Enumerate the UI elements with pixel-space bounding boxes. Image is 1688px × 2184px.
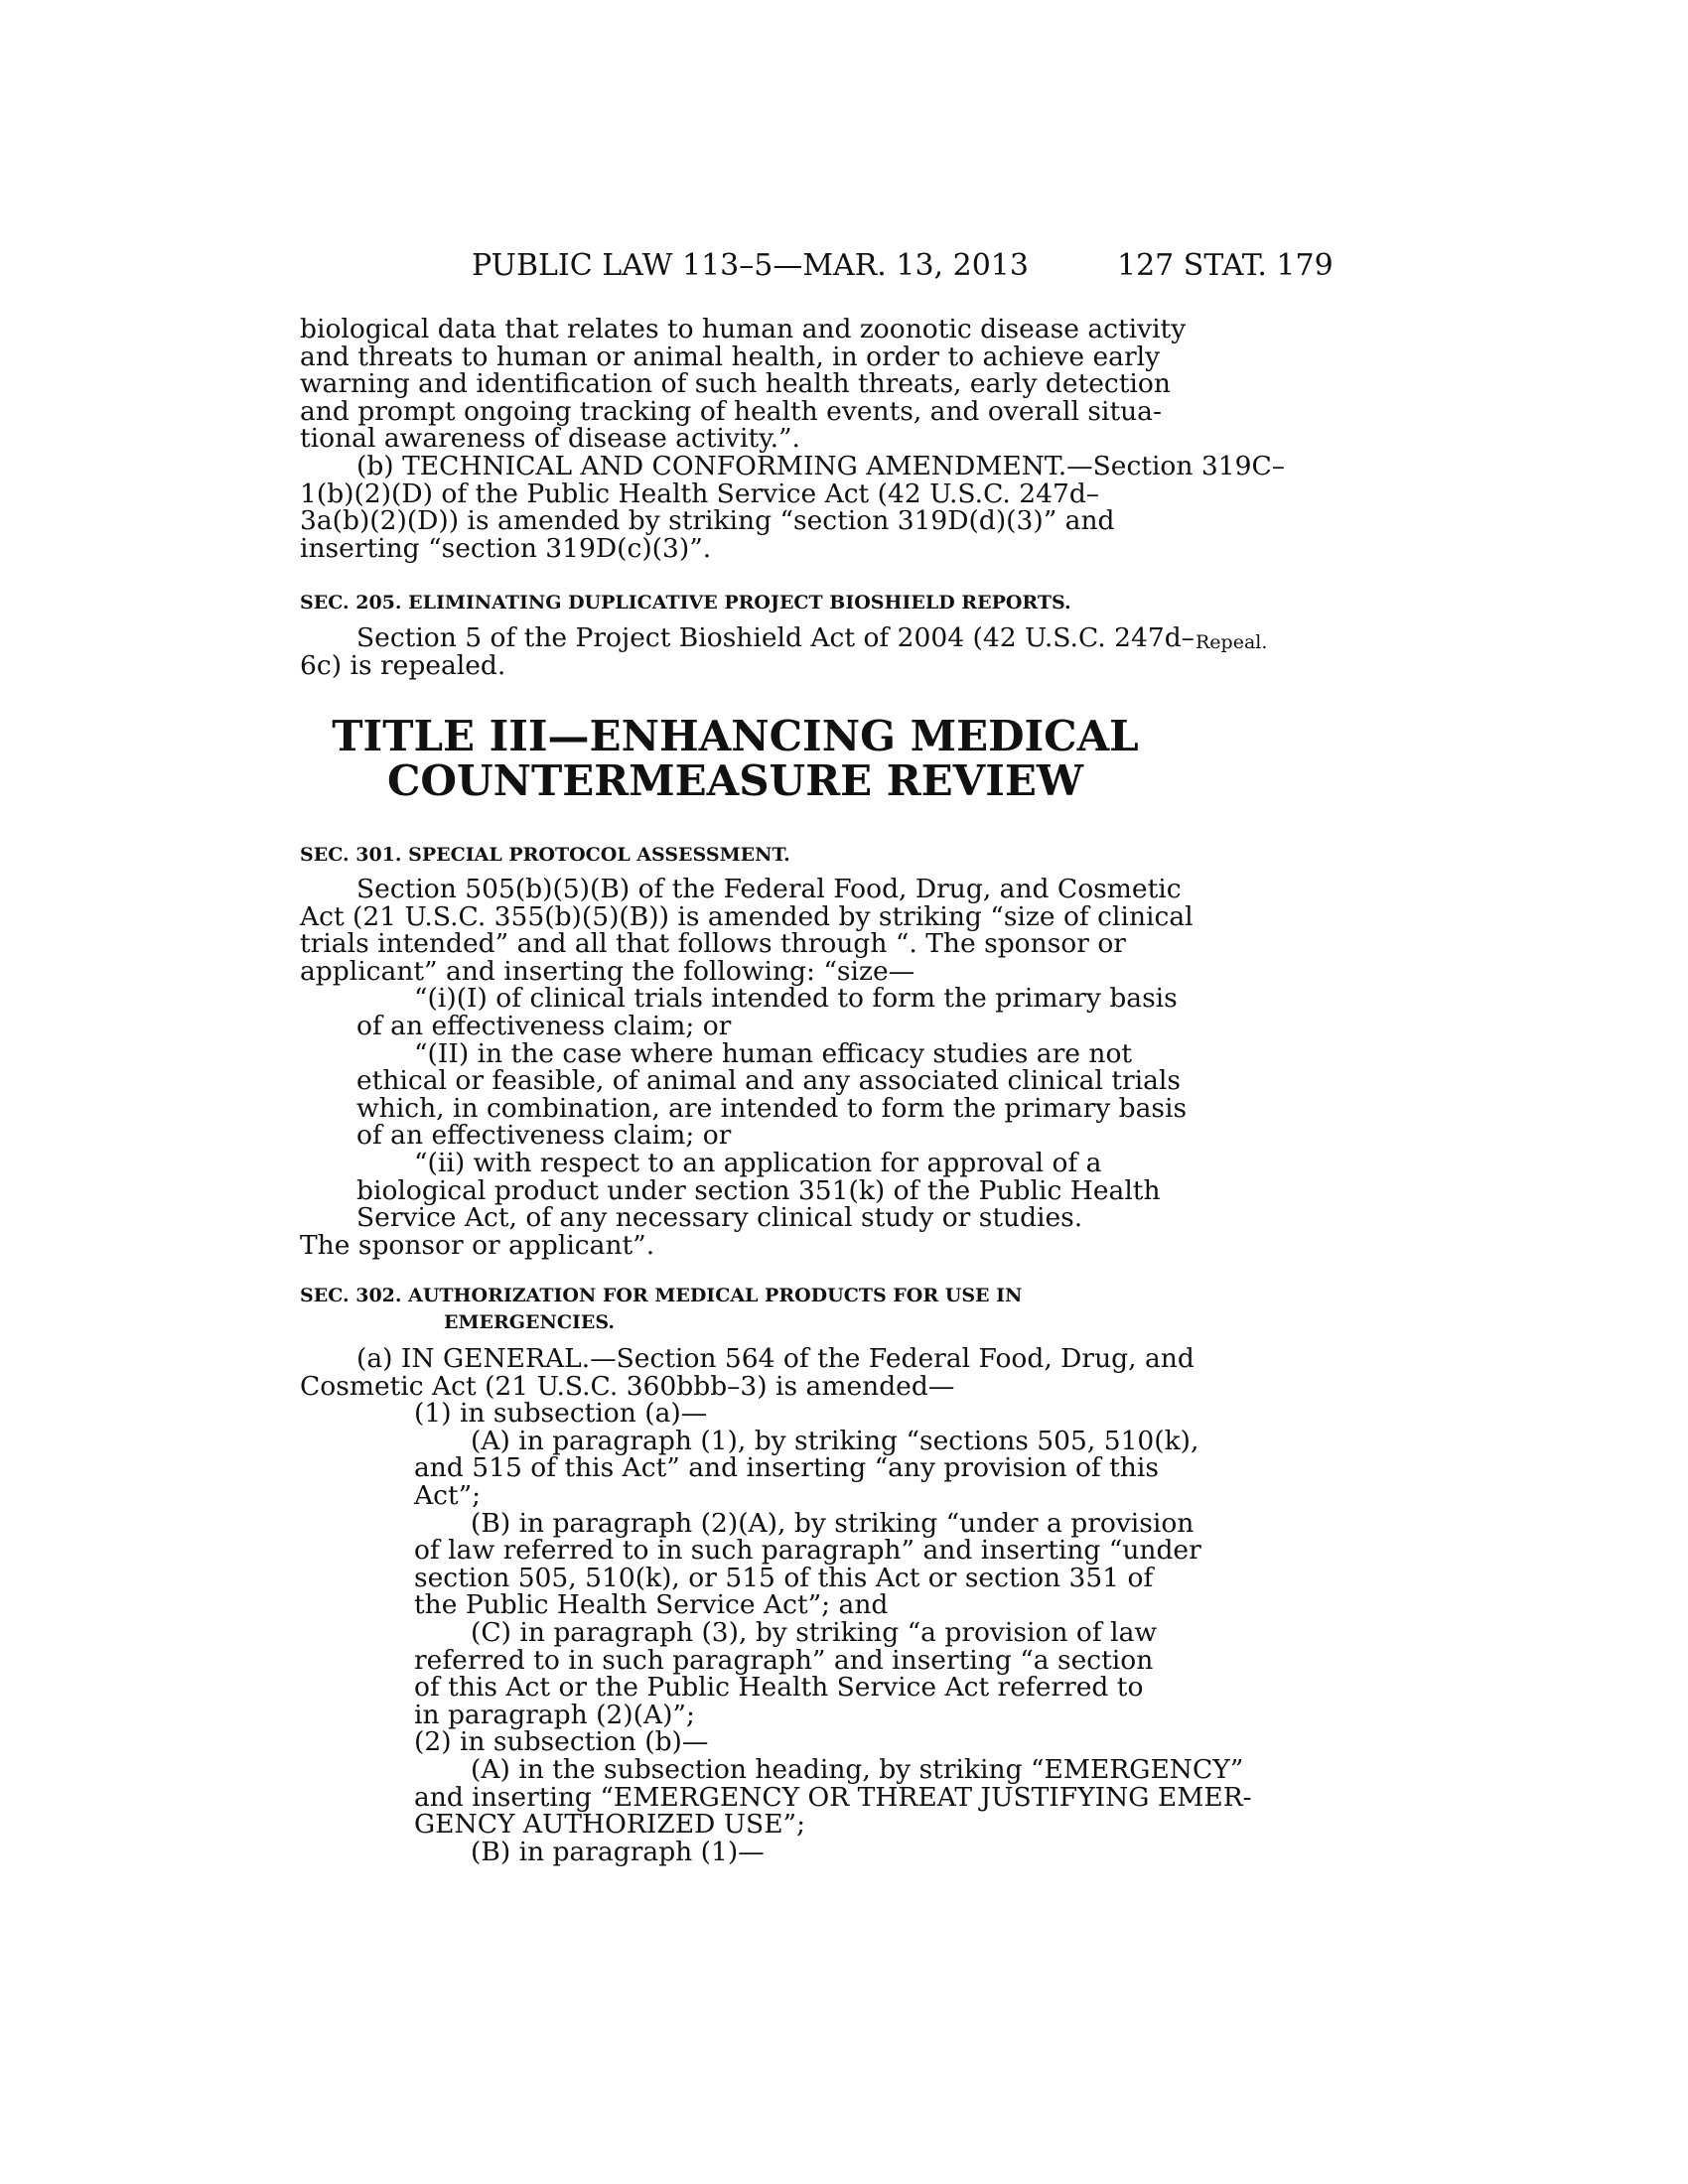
running-head: PUBLIC LAW 113–5—MAR. 13, 2013 — [472, 248, 1029, 283]
text-line: biological product under section 351(k) of the Public Health — [356, 1174, 1161, 1206]
section-301-body — [300, 874, 1194, 1261]
text-line: Cosmetic Act (21 U.S.C. 360bbb–3) is amended— — [300, 1370, 955, 1402]
text-line: (a) IN GENERAL.—Section 564 of the Federal Food, Drug, and — [356, 1343, 1195, 1374]
page-reference: 127 STAT. 179 — [1117, 248, 1334, 283]
text-line: Act (21 U.S.C. 355(b)(5)(B)) is amended by striking “size of clinical — [300, 900, 1194, 932]
text-line: The sponsor or applicant”. — [300, 1229, 655, 1261]
text-line: (C) in paragraph (3), by striking “a provision of law — [471, 1616, 1158, 1648]
text-line: of law referred to in such paragraph” and inserting “under — [414, 1535, 1201, 1567]
text-line: (2) in subsection (b)— — [414, 1726, 709, 1758]
title-line-2: COUNTERMEASURE REVIEW — [386, 756, 1084, 805]
section-205-heading: SEC. 205. ELIMINATING DUPLICATIVE PROJECT BIOSHIELD REPORTS. — [300, 592, 1071, 614]
text-line: of this Act or the Public Health Service Act referred to — [414, 1672, 1144, 1704]
text-line: of an effectiveness claim; or — [356, 1010, 732, 1041]
section-205-body — [300, 622, 1195, 681]
text-line: in paragraph (2)(A)”; — [414, 1699, 695, 1730]
text-line: inserting “section 319D(c)(3)”. — [300, 532, 712, 564]
heading-line: EMERGENCIES. — [444, 1311, 616, 1333]
text-line: 1(b)(2)(D) of the Public Health Service Act (42 U.S.C. 247d– — [300, 478, 1100, 509]
text-line: “(ii) with respect to an application for approval of a — [414, 1147, 1102, 1178]
text-line: (B) in paragraph (2)(A), by striking “under a provision — [471, 1507, 1195, 1539]
section-302-heading — [300, 1283, 1171, 1336]
text-line: (1) in subsection (a)— — [414, 1398, 708, 1430]
text-line: 3a(b)(2)(D)) is amended by striking “section 319D(d)(3)” and — [300, 505, 1115, 537]
margin-note-repeal: Repeal. — [1196, 631, 1268, 653]
text-line: warning and identification of such health threats, early detection — [300, 368, 1171, 400]
text-line: applicant” and inserting the following: “size— — [300, 955, 915, 987]
text-line: GENCY AUTHORIZED USE”; — [414, 1809, 806, 1841]
continuation-paragraph — [300, 314, 1285, 564]
text-line: biological data that relates to human and zoonotic disease activity — [300, 314, 1187, 344]
text-line: and prompt ongoing tracking of health events, and overall situa- — [300, 395, 1162, 427]
text-line: tional awareness of disease activity.”. — [300, 423, 800, 455]
text-line: referred to in such paragraph” and inserting “a section — [414, 1644, 1154, 1676]
text-line: ethical or feasible, of animal and any associated clinical trials — [356, 1065, 1181, 1097]
text-line: of an effectiveness claim; or — [356, 1120, 732, 1152]
text-line: and threats to human or animal health, in order to achieve early — [300, 341, 1161, 372]
section-302-body — [300, 1343, 1252, 1867]
text-line: Section 505(b)(5)(B) of the Federal Food, Drug, and Cosmetic — [356, 874, 1182, 904]
text-line: and inserting “EMERGENCY OR THREAT JUSTIFYING EMER- — [414, 1781, 1252, 1813]
text-line: “(II) in the case where human efficacy studies are not — [414, 1037, 1133, 1069]
text-line: (b) TECHNICAL AND CONFORMING AMENDMENT.—Section 319C– — [356, 450, 1285, 481]
text-line: “(i)(I) of clinical trials intended to form the primary basis — [414, 983, 1178, 1015]
text-line: 6c) is repealed. — [300, 649, 506, 681]
section-301-heading: SEC. 301. SPECIAL PROTOCOL ASSESSMENT. — [300, 844, 790, 866]
text-line: Act”; — [414, 1479, 482, 1511]
text-line: trials intended” and all that follows through “. The sponsor or — [300, 928, 1126, 960]
text-line: (B) in paragraph (1)— — [471, 1836, 765, 1867]
title-line-1: TITLE III—ENHANCING MEDICAL — [332, 712, 1139, 760]
text-line: (A) in paragraph (1), by striking “sections 505, 510(k), — [471, 1425, 1199, 1456]
text-line: the Public Health Service Act”; and — [414, 1589, 889, 1621]
text-line: section 505, 510(k), or 515 of this Act or section 351 of — [414, 1562, 1154, 1593]
text-line: and 515 of this Act” and inserting “any provision of this — [414, 1452, 1159, 1484]
text-line: which, in combination, are intended to form the primary basis — [356, 1092, 1188, 1124]
text-line: (A) in the subsection heading, by striking “EMERGENCY” — [471, 1753, 1244, 1785]
text-line: Section 5 of the Project Bioshield Act of 2004 (42 U.S.C. 247d– — [356, 622, 1195, 653]
text-line: Service Act, of any necessary clinical study or studies. — [356, 1202, 1083, 1234]
heading-line: SEC. 302. AUTHORIZATION FOR MEDICAL PRODUCTS FOR USE IN — [300, 1285, 1023, 1306]
